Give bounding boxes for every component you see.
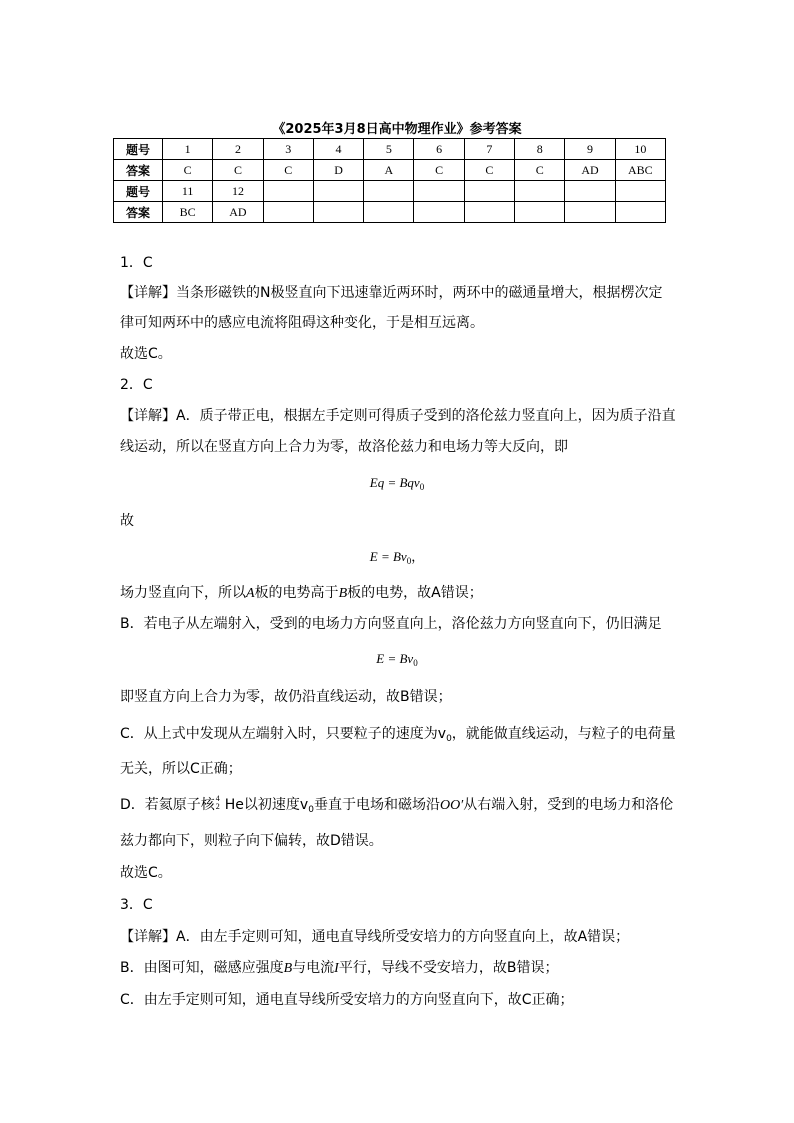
q1-conclusion: 故选C。 — [120, 346, 172, 362]
text-run: 场力竖直向下，所以 — [120, 585, 246, 601]
text-run: 平行，导线不受安培力，故B错误； — [338, 960, 559, 976]
text-run: 板的电势高于 — [254, 585, 339, 601]
text-run: C．从上式中发现从左端射入时，只要粒子的速度为v — [120, 726, 447, 742]
equation-subscript: 0 — [419, 482, 425, 492]
table-header-cell: 题号 — [114, 181, 163, 202]
equation-body: E = Bv — [376, 651, 414, 666]
table-cell: 1 — [163, 139, 213, 160]
text-run: 从右端入射，受到的电场力和洛伦 — [463, 797, 674, 813]
table-cell — [364, 181, 414, 202]
table-cell — [414, 202, 464, 223]
axis-label: OO′ — [439, 798, 464, 813]
table-row — [114, 181, 666, 202]
symbol-b: B — [283, 961, 293, 976]
equation-body: E = Bv — [369, 549, 407, 564]
plate-b-label: B — [338, 586, 348, 601]
equation — [0, 546, 794, 566]
q3-number: 3．C — [120, 897, 153, 913]
equation-subscript: 0 — [406, 556, 412, 566]
text-run: 垂直于电场和磁场沿 — [313, 797, 440, 813]
table-cell — [615, 181, 665, 202]
table-cell — [263, 202, 313, 223]
table-cell — [615, 202, 665, 223]
table-row — [114, 139, 666, 160]
table-cell — [313, 181, 363, 202]
table-cell: 3 — [263, 139, 313, 160]
q1-number: 1．C — [120, 255, 153, 271]
q2-text: 故 — [120, 513, 134, 529]
subscript: 0 — [446, 734, 452, 744]
table-cell: 4 — [313, 139, 363, 160]
table-cell: BC — [163, 202, 213, 223]
table-cell: C — [414, 160, 464, 181]
table-cell: 5 — [364, 139, 414, 160]
q1-detail-line: 律可知两环中的感应电流将阻碍这种变化，于是相互远离。 — [120, 315, 484, 331]
table-cell — [515, 202, 565, 223]
subscript: 0 — [308, 805, 314, 815]
table-cell — [263, 181, 313, 202]
table-cell: 11 — [163, 181, 213, 202]
table-cell: ABC — [615, 160, 665, 181]
table-cell: A — [364, 160, 414, 181]
q2-conclusion: 故选C。 — [120, 865, 172, 881]
q2-detail-line — [120, 795, 673, 820]
equation-body: Eq = Bqv — [369, 475, 420, 490]
table-cell — [565, 181, 615, 202]
text-run: D．若氦原子核 — [120, 797, 215, 813]
table-cell: C — [464, 160, 514, 181]
q2-detail-line: 【详解】A．质子带正电，根据左手定则可得质子受到的洛伦兹力竖直向上，因为质子沿直 — [120, 408, 676, 424]
table-cell: D — [313, 160, 363, 181]
q2-detail-line: 无关，所以C正确； — [120, 761, 242, 777]
table-cell — [515, 181, 565, 202]
q2-detail-line: B．若电子从左端射入，受到的电场力方向竖直向上，洛伦兹力方向竖直向下，仍旧满足 — [120, 616, 662, 632]
text-run: ，就能做直线运动，与粒子的电荷量 — [451, 726, 676, 742]
q1-detail-line: 【详解】当条形磁铁的N极竖直向下迅速靠近两环时，两环中的磁通量增大，根据楞次定 — [120, 285, 663, 301]
mass-number: 4 — [215, 794, 220, 803]
table-header-cell: 题号 — [114, 139, 163, 160]
table-cell: 2 — [213, 139, 263, 160]
q3-detail-line — [120, 958, 558, 979]
table-cell: 7 — [464, 139, 514, 160]
table-cell: AD — [565, 160, 615, 181]
table-cell — [313, 202, 363, 223]
symbol-i: I — [334, 961, 339, 976]
table-cell: C — [163, 160, 213, 181]
table-cell: C — [515, 160, 565, 181]
answer-table — [113, 138, 666, 223]
q2-detail-line — [120, 583, 483, 604]
q2-detail-line: 即竖直方向上合力为零，故仍沿直线运动，故B错误； — [120, 689, 452, 705]
table-cell — [464, 202, 514, 223]
q3-detail-line: C．由左手定则可知，通电直导线所受安培力的方向竖直向下，故C正确； — [120, 992, 574, 1008]
document-title: 《2025年3月8日高中物理作业》参考答案 — [272, 122, 522, 137]
table-row — [114, 202, 666, 223]
atomic-number: 2 — [215, 802, 220, 811]
table-cell: C — [213, 160, 263, 181]
table-cell: AD — [213, 202, 263, 223]
equation — [0, 651, 794, 668]
text-run: 与电流 — [292, 960, 335, 976]
q3-detail-line: 【详解】A．由左手定则可知，通电直导线所受安培力的方向竖直向上，故A错误； — [120, 929, 630, 945]
equation — [0, 475, 794, 492]
table-cell — [364, 202, 414, 223]
q2-number: 2．C — [120, 377, 153, 393]
text-run: 板的电势，故A错误； — [347, 585, 483, 601]
table-row — [114, 160, 666, 181]
table-cell: 6 — [414, 139, 464, 160]
text-run: He以初速度v — [224, 797, 309, 813]
table-cell: 8 — [515, 139, 565, 160]
table-cell: 10 — [615, 139, 665, 160]
table-cell — [414, 181, 464, 202]
equation-subscript: 0 — [413, 658, 418, 668]
table-header-cell: 答案 — [114, 202, 163, 223]
table-cell: C — [263, 160, 313, 181]
q2-detail-line — [120, 724, 676, 749]
text-run: B．由图可知，磁感应强度 — [120, 960, 284, 976]
table-cell: 9 — [565, 139, 615, 160]
plate-a-label: A — [246, 586, 255, 601]
table-header-cell: 答案 — [114, 160, 163, 181]
equation-tail: ， — [411, 549, 425, 564]
table-cell — [464, 181, 514, 202]
table-cell: 12 — [213, 181, 263, 202]
q2-detail-line: 兹力都向下，则粒子向下偏转，故D错误。 — [120, 833, 383, 849]
q2-detail-line: 线运动，所以在竖直方向上合力为零，故洛伦兹力和电场力等大反向，即 — [120, 439, 568, 455]
table-cell — [565, 202, 615, 223]
nuclide-notation — [215, 795, 225, 811]
